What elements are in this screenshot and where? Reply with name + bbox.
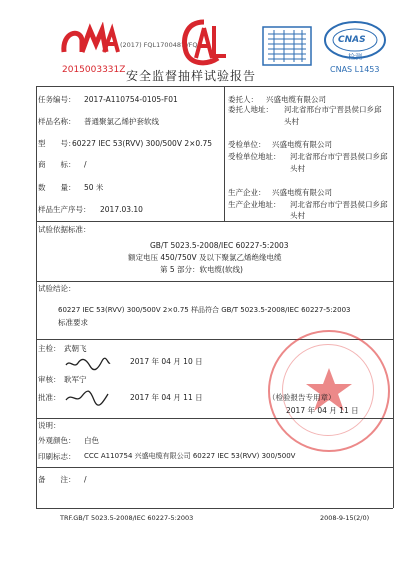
sample-date-label: 样品生产序号： bbox=[38, 205, 91, 214]
model-value: 60227 IEC 53(RVV) 300/500V 2×0.75 bbox=[72, 139, 213, 148]
client-address-line2: 头村 bbox=[284, 117, 299, 126]
quantity-label: 数 量： bbox=[38, 183, 76, 192]
client-address-label: 委托人地址： bbox=[228, 105, 273, 114]
cma-logo bbox=[60, 22, 120, 60]
model-label: 型 号： bbox=[38, 139, 76, 148]
producer-address-line1: 河北省邢台市宁晋县侯口乡邱 bbox=[290, 200, 388, 209]
client-label: 委托人： bbox=[228, 95, 258, 104]
trademark-value: / bbox=[84, 160, 87, 169]
remarks-top-border bbox=[36, 467, 393, 468]
sample-name-value: 普通聚氯乙烯护套软线 bbox=[84, 117, 159, 126]
prepared-label: 主检： bbox=[38, 344, 61, 353]
table-top-border bbox=[36, 86, 393, 87]
producer-address-label: 生产企业地址： bbox=[228, 200, 281, 209]
remarks-label: 备 注： bbox=[38, 475, 76, 484]
standard-line2: 额定电压 450/750V 及以下聚氯乙烯绝缘电缆 bbox=[128, 253, 282, 262]
conclusion-label: 试验结论： bbox=[38, 284, 76, 293]
table-left-border bbox=[36, 86, 37, 508]
standard-top-border bbox=[36, 221, 393, 222]
stamp-caption: （检验报告专用章） bbox=[268, 393, 336, 402]
standard-label: 试验依据标准： bbox=[38, 225, 91, 234]
conclusion-line1: 60227 IEC 53(RVV) 300/500V 2×0.75 样品符合 GB/T 5023.5-2008/IEC 60227-5:2003 bbox=[58, 306, 351, 314]
seal-star-icon bbox=[270, 332, 388, 450]
checked-name: 耿军宁 bbox=[64, 375, 87, 384]
cnas-label: CNAS bbox=[338, 35, 366, 45]
ilac-mra-logo bbox=[262, 26, 312, 66]
cal-logo-graphic bbox=[178, 18, 230, 68]
inspected-address-line2: 头村 bbox=[290, 164, 305, 173]
appearance-top-border bbox=[36, 418, 393, 419]
cma-number: 2015003331Z bbox=[62, 65, 126, 75]
stamp-date: 2017 年 04 月 11 日 bbox=[286, 406, 359, 415]
inspected-address-line1: 河北省邢台市宁晋县侯口乡邱 bbox=[290, 152, 388, 161]
table-bottom-border bbox=[36, 508, 393, 509]
sample-date-value: 2017.03.10 bbox=[100, 205, 143, 214]
remarks-value: / bbox=[84, 475, 87, 484]
prepared-date: 2017 年 04 月 10 日 bbox=[130, 357, 203, 366]
handwritten-signature-graphic bbox=[64, 388, 112, 406]
inspection-seal bbox=[268, 330, 390, 452]
approved-label: 批准： bbox=[38, 393, 61, 402]
inspected-value: 兴盛电缆有限公司 bbox=[272, 140, 332, 149]
approved-date: 2017 年 04 月 11 日 bbox=[130, 393, 203, 402]
task-label: 任务编号： bbox=[38, 95, 76, 104]
standard-line1: GB/T 5023.5-2008/IEC 60227-5:2003 bbox=[150, 241, 289, 250]
report-title: 安全监督抽样试验报告 bbox=[126, 69, 257, 83]
exterior-label: 外观颜色： bbox=[38, 436, 76, 445]
producer-value: 兴盛电缆有限公司 bbox=[272, 188, 332, 197]
cnas-cn: 检测 bbox=[348, 53, 362, 61]
standard-line3: 第 5 部分：软电缆(软线) bbox=[160, 265, 243, 274]
checked-label: 审核： bbox=[38, 375, 61, 384]
cal-logo bbox=[178, 18, 230, 68]
quantity-value: 50 米 bbox=[84, 183, 104, 192]
exterior-value: 白色 bbox=[84, 436, 99, 445]
footer-left: TRF.GB/T 5023.5-2008/IEC 60227-5:2003 bbox=[60, 514, 194, 522]
ilac-mra-graphic bbox=[262, 26, 312, 66]
footer-right: 2008-9-15(2/0) bbox=[320, 514, 370, 522]
marking-value: CCC A110754 兴盛电缆有限公司 60227 IEC 53(RVV) 300/500V bbox=[84, 452, 296, 460]
sample-name-label: 样品名称： bbox=[38, 117, 76, 126]
producer-address-line2: 头村 bbox=[290, 211, 305, 220]
appearance-section-label: 说明： bbox=[38, 421, 61, 430]
conclusion-line2: 标准要求 bbox=[58, 318, 88, 327]
client-value: 兴盛电缆有限公司 bbox=[266, 95, 326, 104]
marking-label: 印刷标志： bbox=[38, 452, 76, 461]
handwritten-signature-graphic bbox=[64, 357, 112, 371]
inspected-address-label: 受检单位地址： bbox=[228, 152, 281, 161]
approved-signature bbox=[64, 388, 112, 406]
top-code: (2017) FQL170048? /FQ bbox=[120, 41, 198, 49]
producer-label: 生产企业： bbox=[228, 188, 266, 197]
cma-logo-graphic bbox=[60, 22, 120, 60]
trademark-label: 商 标： bbox=[38, 160, 76, 169]
conclusion-top-border bbox=[36, 281, 393, 282]
table-middle-divider bbox=[224, 86, 225, 221]
task-value: 2017-A110754-0105-F01 bbox=[84, 95, 178, 104]
cnas-number: CNAS L1453 bbox=[330, 65, 380, 74]
prepared-signature bbox=[64, 356, 112, 370]
client-address-line1: 河北省邢台市宁晋县侯口乡邱 bbox=[284, 105, 382, 114]
prepared-name: 武朝飞 bbox=[64, 344, 87, 353]
table-right-border bbox=[393, 86, 394, 508]
inspected-label: 受检单位： bbox=[228, 140, 266, 149]
